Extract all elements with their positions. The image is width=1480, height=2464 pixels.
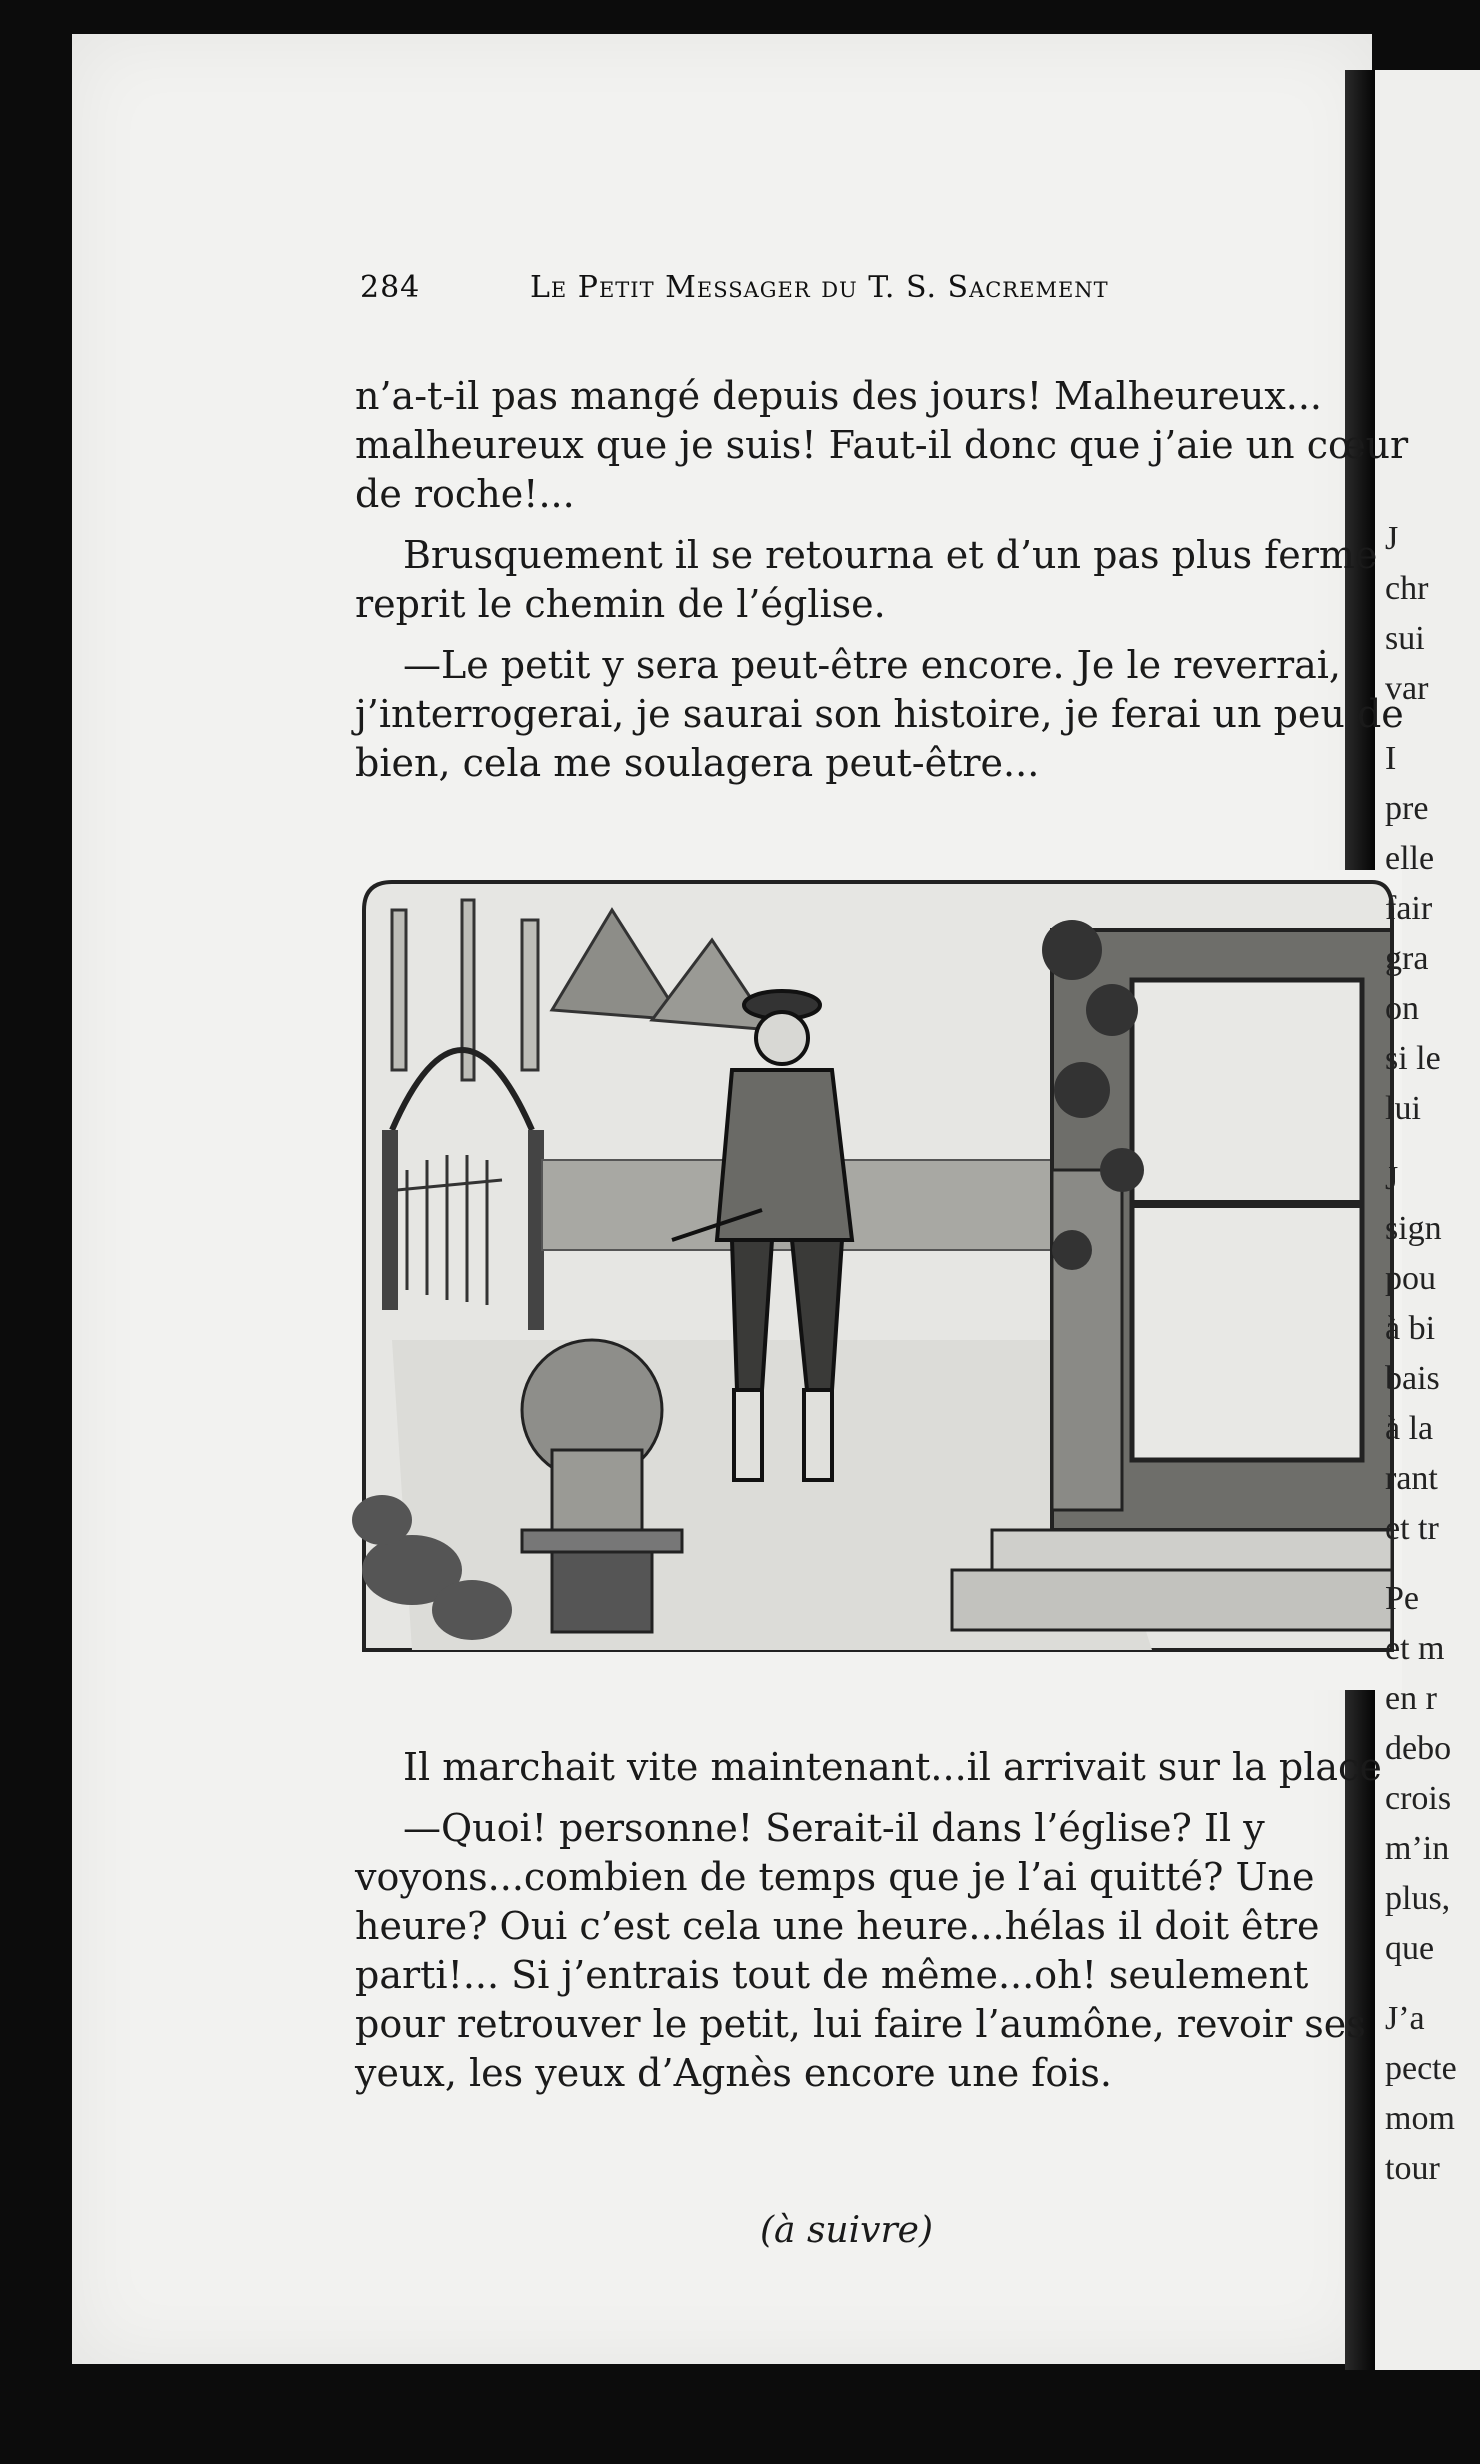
facing-fragment: m’in [1385,1830,1450,1867]
facing-fragment: pecte [1385,2050,1457,2087]
text-line: Il marchait vite maintenant...il arrivait sur la place [403,1745,1382,1789]
facing-fragment: rant [1385,1460,1438,1497]
running-header [360,270,1360,320]
facing-fragment: elle [1385,840,1435,877]
facing-fragment: à la [1385,1410,1434,1447]
facing-fragment: debo [1385,1730,1452,1767]
facing-fragment: I [1385,740,1397,777]
text-block-top [355,372,1415,788]
text-line: —Le petit y sera peut-être encore. Je le reverrai, [403,643,1341,687]
facing-fragment: J [1385,520,1399,557]
text-block-bottom [355,1743,1415,2098]
text-line: yeux, les yeux d’Agnès encore une fois. [355,2051,1112,2095]
engraving-illustration [352,870,1402,1690]
facing-fragment: que [1385,1930,1435,1967]
page-number: 284 [360,270,421,305]
text-line: bien, cela me soulagera peut-être... [355,741,1040,785]
to-be-continued-note: (à suivre) [760,2210,934,2251]
facing-fragment: et tr [1385,1510,1439,1547]
facing-fragment: sui [1385,620,1425,657]
text-line: voyons...combien de temps que je l’ai quitté? Une [355,1855,1315,1899]
facing-fragment: à bi [1385,1310,1436,1347]
facing-page-text [1375,0,1480,2464]
facing-fragment: si le [1385,1040,1441,1077]
text-line: heure? Oui c’est cela une heure...hélas il doit être [355,1904,1320,1948]
facing-fragment: on [1385,990,1419,1027]
facing-fragment: et m [1385,1630,1445,1667]
facing-fragment: mom [1385,2100,1455,2137]
text-line: parti!... Si j’entrais tout de même...oh! seulement [355,1953,1309,1997]
facing-fragment: bais [1385,1360,1440,1397]
text-line: reprit le chemin de l’église. [355,582,886,626]
text-line: pour retrouver le petit, lui faire l’aumône, revoir ses [355,2002,1366,2046]
text-line: Brusquement il se retourna et d’un pas plus ferme [403,533,1378,577]
facing-fragment: crois [1385,1780,1452,1817]
text-line: malheureux que je suis! Faut-il donc que j’aie un cœur [355,423,1409,467]
facing-fragment: J’a [1385,2000,1425,2037]
facing-fragment: pou [1385,1260,1436,1297]
text-line: j’interrogerai, je saurai son histoire, je ferai un peu de [355,692,1404,736]
facing-fragment: plus, [1385,1880,1451,1917]
facing-fragment: en r [1385,1680,1437,1717]
facing-fragment: gra [1385,940,1429,977]
facing-fragment: chr [1385,570,1429,607]
facing-fragment: var [1385,670,1429,707]
running-title: Le Petit Messager du T. S. Sacrement [530,270,1109,305]
garden-scene-image [352,870,1402,1690]
facing-fragment: J [1385,1160,1399,1197]
facing-fragment: Pe [1385,1580,1419,1617]
text-line: —Quoi! personne! Serait-il dans l’église? Il y [403,1806,1265,1850]
facing-fragment: fair [1385,890,1433,927]
text-line: n’a-t-il pas mangé depuis des jours! Malheureux... [355,374,1322,418]
facing-fragment: lui [1385,1090,1421,1127]
facing-fragment: pre [1385,790,1429,827]
text-line: de roche!... [355,472,575,516]
facing-fragment: tour [1385,2150,1440,2187]
facing-fragment: sign [1385,1210,1442,1247]
